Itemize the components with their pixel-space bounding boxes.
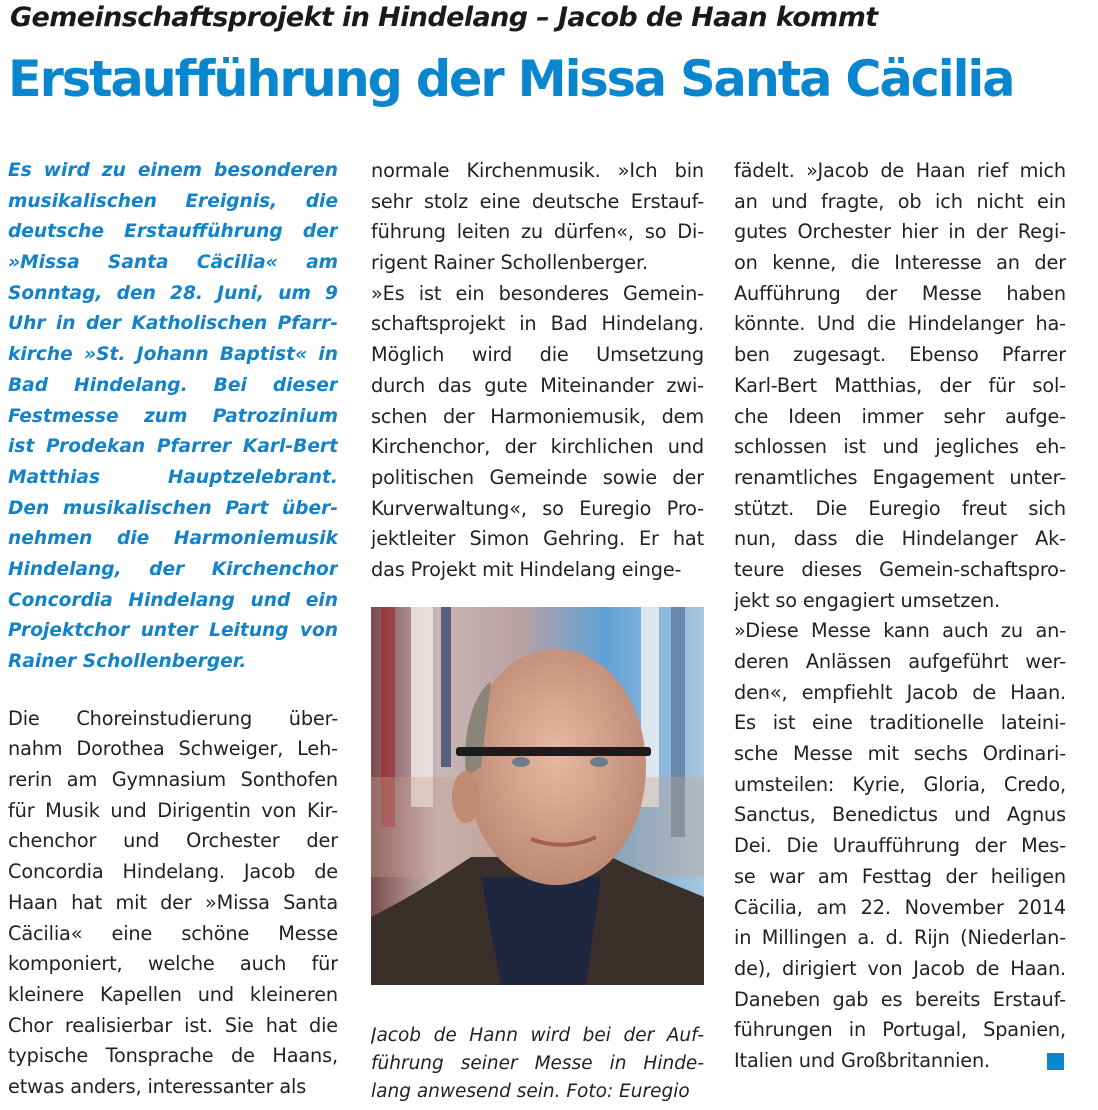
- text-line: rerin am Gymnasium Sonthofen: [8, 768, 338, 792]
- intro-paragraph: [8, 156, 338, 678]
- column-2: [371, 156, 704, 586]
- text-line: »Diese Messe kann auch zu an-: [734, 619, 1066, 643]
- text-line: normale Kirchenmusik. »Ich bin: [371, 159, 704, 182]
- text-line: den«, empfiehlt Jacob de Haan.: [734, 680, 1066, 704]
- text-line: schen der Harmoniemusik, dem: [371, 404, 704, 428]
- text-line: Dei. Die Uraufführung der Mes-: [734, 834, 1066, 858]
- text-line: etwas anders, interessanter als: [8, 1074, 307, 1098]
- text-line: schlossen ist und jegliches eh-: [734, 435, 1066, 459]
- text-line: Bad Hindelang. Bei dieser: [8, 374, 338, 396]
- text-line: ben zugesagt. Ebenso Pfarrer: [734, 343, 1066, 367]
- text-line: komponiert, welche auch für: [8, 952, 338, 976]
- text-line: Matthias Hauptzelebrant.: [8, 466, 338, 488]
- body-paragraph-1: [8, 704, 338, 1103]
- text-line: Sanctus, Benedictus und Agnus: [734, 803, 1066, 827]
- text-line: Kirchenchor, der kirchlichen und: [371, 435, 704, 459]
- text-line: rigent Rainer Schollenberger.: [371, 251, 648, 275]
- text-line: durch das gute Miteinander zwi-: [371, 373, 704, 397]
- text-line: umsteilen: Kyrie, Gloria, Credo,: [734, 772, 1066, 796]
- text-line: deutsche Erstaufführung der: [8, 221, 338, 243]
- text-line: für Musik und Dirigentin von Kir-: [8, 798, 338, 822]
- text-line: kirche »St. Johann Baptist« in: [8, 344, 338, 366]
- text-line: Chor realisierbar ist. Sie hat die: [8, 1013, 338, 1037]
- text-line: chenchor und Orchester der: [8, 829, 338, 853]
- photo-caption: [371, 1022, 704, 1106]
- text-line: jekt so engagiert umsetzen.: [734, 588, 1001, 612]
- text-line: Möglich wird die Umsetzung: [371, 343, 704, 367]
- text-line: Karl-Bert Matthias, der für sol-: [734, 373, 1066, 397]
- text-line: Kurverwaltung«, so Euregio Pro-: [371, 496, 704, 520]
- text-line: deren Anlässen aufgeführt wer-: [734, 650, 1066, 673]
- column-3: [734, 156, 1066, 1077]
- text-line: das Projekt mit Hindelang einge-: [371, 557, 682, 581]
- text-line: Es wird zu einem besonderen: [8, 160, 338, 181]
- text-line: stützt. Die Euregio freut sich: [734, 496, 1066, 520]
- text-line: an und fragte, ob ich nicht ein: [734, 189, 1066, 213]
- text-line: führung seiner Messe in Hinde-: [371, 1053, 704, 1074]
- text-line: Rainer Schollenberger.: [8, 651, 247, 672]
- text-line: sche Messe mit sechs Ordinari-: [734, 742, 1066, 766]
- text-line: Daneben gab es bereits Erstauf-: [734, 987, 1066, 1011]
- text-line: Concordia Hindelang. Jacob de: [8, 860, 338, 884]
- text-line: nun, dass die Hindelanger Ak-: [734, 527, 1066, 551]
- text-line: Cäcilia, am 22. November 2014: [734, 895, 1066, 919]
- kicker: Gemeinschaftsprojekt in Hindelang – Jacob de Haan kommt: [10, 2, 878, 33]
- text-line: on kenne, die Interesse an der: [734, 251, 1066, 275]
- text-line: schaftsprojekt in Bad Hindelang.: [371, 312, 704, 336]
- text-line: Festmesse zum Patrozinium: [8, 405, 338, 427]
- text-line: Italien und Großbritannien.: [734, 1046, 1066, 1077]
- text-line: Die Choreinstudierung über-: [8, 706, 338, 730]
- text-line: Jacob de Hann wird bei der Auf-: [371, 1025, 704, 1046]
- column-1: [8, 156, 338, 1103]
- text-line: Projektchor unter Leitung von: [8, 620, 338, 642]
- text-line: lang anwesend sein. Foto: Euregio: [371, 1081, 690, 1102]
- text-line: kleinere Kapellen und kleineren: [8, 982, 338, 1006]
- text-line: Aufführung der Messe haben: [734, 281, 1066, 305]
- text-line: fädelt. »Jacob de Haan rief mich: [734, 159, 1066, 182]
- text-line: in Millingen a. d. Rijn (Niederlan-: [734, 926, 1066, 950]
- text-line: typische Tonsprache de Haans,: [8, 1044, 338, 1068]
- text-line: Hindelang, der Kirchenchor: [8, 558, 338, 580]
- text-line: Uhr in der Katholischen Pfarr-: [8, 313, 338, 335]
- text-line: politischen Gemeinde sowie der: [371, 465, 704, 489]
- portrait-photo: [371, 607, 704, 985]
- text-line: se war am Festtag der heiligen: [734, 864, 1066, 888]
- text-line: ist Prodekan Pfarrer Karl-Bert: [8, 436, 338, 458]
- text-line: jektleiter Simon Gehring. Er hat: [371, 527, 704, 551]
- text-line: renamtliches Engagement unter-: [734, 465, 1066, 489]
- text-line: Es ist eine traditionelle lateini-: [734, 711, 1066, 735]
- text-line: Den musikalischen Part über-: [8, 497, 338, 519]
- headline: Erstaufführung der Missa Santa Cäcilia: [8, 50, 1014, 108]
- portrait-illustration: [371, 607, 704, 985]
- text-line: könnte. Und die Hindelanger ha-: [734, 312, 1066, 336]
- text-line: Sonntag, den 28. Juni, um 9: [8, 282, 338, 304]
- text-line: führung leiten zu dürfen«, so Di-: [371, 220, 704, 244]
- text-line: nehmen die Harmoniemusik: [8, 528, 338, 550]
- text-line: sehr stolz eine deutsche Erstauf-: [371, 189, 704, 213]
- text-line: teure dieses Gemein-schaftspro-: [734, 557, 1066, 581]
- text-line: che Ideen immer sehr aufge-: [734, 404, 1066, 428]
- text-line: führungen in Portugal, Spanien,: [734, 1018, 1066, 1042]
- text-line: Cäcilia« eine schöne Messe: [8, 921, 338, 945]
- text-line: nahm Dorothea Schweiger, Leh-: [8, 737, 338, 761]
- text-line: gutes Orchester hier in der Regi-: [734, 220, 1066, 244]
- text-line: »Missa Santa Cäcilia« am: [8, 252, 338, 274]
- text-line: »Es ist ein besonderes Gemein-: [371, 281, 704, 305]
- end-of-article-marker: [1047, 1053, 1064, 1070]
- text-line: musikalischen Ereignis, die: [8, 190, 338, 212]
- text-line: Haan hat mit der »Missa Santa: [8, 890, 338, 914]
- text-line: de), dirigiert von Jacob de Haan.: [734, 956, 1066, 980]
- text-line: Concordia Hindelang und ein: [8, 589, 338, 611]
